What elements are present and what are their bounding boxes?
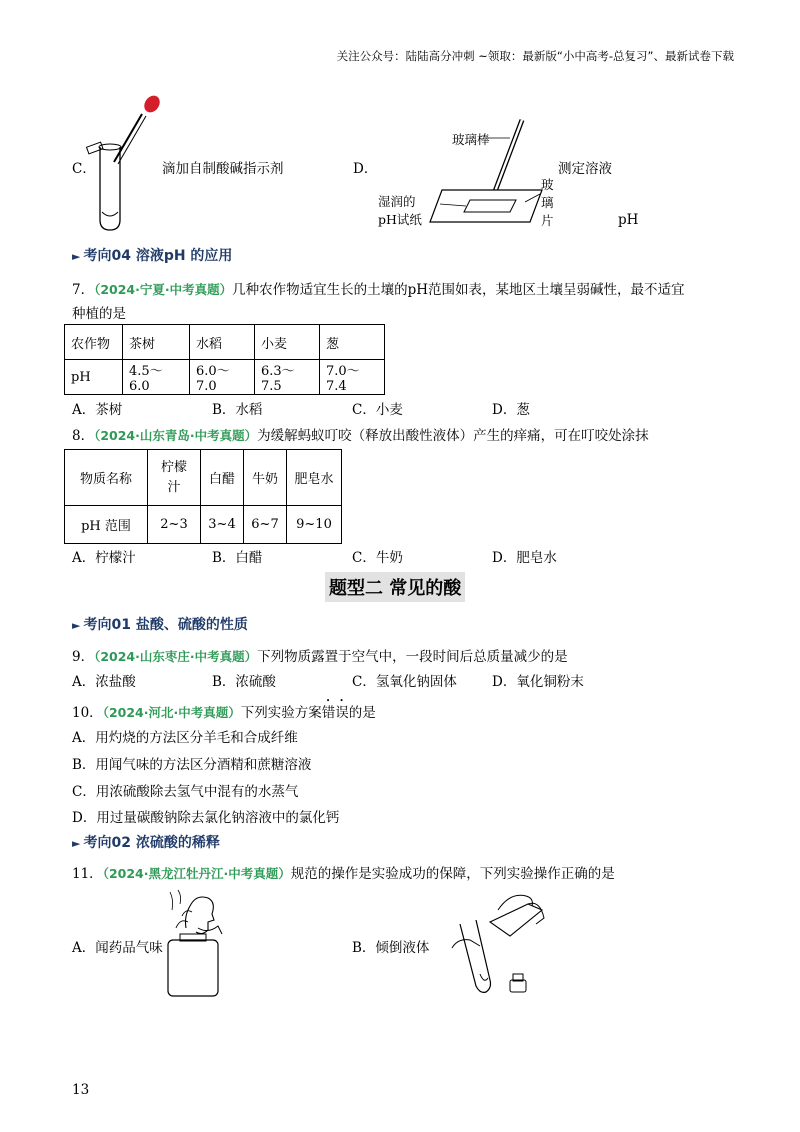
cell xyxy=(148,450,201,506)
q10-line1: 10．（2024·河北·中考真题）下列实验方案错误的是 xyxy=(72,705,376,721)
cell-text: 柠檬 xyxy=(160,459,187,475)
option-d-letter: D． xyxy=(353,161,378,177)
cell: 3~4 xyxy=(201,506,244,544)
cell: 物质名称 xyxy=(65,450,148,506)
q11-line1: 11．（2024·黑龙江牡丹江·中考真题）规范的操作是实验成功的保障，下列实验操作正确的是 xyxy=(72,866,615,882)
pouring-liquid-illustration xyxy=(440,888,560,1000)
cell-text: 汁 xyxy=(167,479,181,495)
q9-option-d: D．氧化铜粉末 xyxy=(492,674,584,690)
label-ph-paper: pH试纸 xyxy=(378,212,422,227)
cell: 农作物 xyxy=(65,325,123,360)
section-k01: ► 考向01 盐酸、硫酸的性质 xyxy=(72,617,248,633)
cell: 7.0～7.4 xyxy=(320,360,385,395)
q9-option-a: A．浓盐酸 xyxy=(72,674,136,690)
q11-option-a: A．闻药品气味 xyxy=(72,940,163,956)
q10-option-b: B．用闻气味的方法区分酒精和蔗糖溶液 xyxy=(72,757,312,773)
page-number: 13 xyxy=(72,1082,90,1098)
cell: 水稻 xyxy=(190,325,255,360)
section-k04: ► 考向04 溶液pH 的应用 xyxy=(72,248,233,264)
q7-line2: 种植的是 xyxy=(72,306,126,322)
cell: 6.0～7.0 xyxy=(190,360,255,395)
smelling-chemical-illustration xyxy=(150,888,230,1000)
q10-option-a: A．用灼烧的方法区分羊毛和合成纤维 xyxy=(72,730,298,746)
q8-option-a: A．柠檬汁 xyxy=(72,550,136,566)
label-wet: 湿润的 xyxy=(378,194,416,209)
q8-option-d: D．肥皂水 xyxy=(492,550,557,566)
cell: 葱 xyxy=(320,325,385,360)
page-header: 关注公众号：陆陆高分冲刺 ~领取：最新版“小中高考-总复习”、最新试卷下载 xyxy=(336,49,734,63)
q7-option-b: B．水稻 xyxy=(212,402,263,418)
q10-option-d: D．用过量碳酸钠除去氯化钠溶液中的氯化钙 xyxy=(72,810,340,826)
cell: 白醋 xyxy=(201,450,244,506)
cell: pH 范围 xyxy=(65,506,148,544)
q7-table xyxy=(64,324,385,395)
label-glass-1: 玻 xyxy=(541,177,554,192)
cell: 小麦 xyxy=(255,325,320,360)
q7-option-a: A．茶树 xyxy=(72,402,123,418)
dropper-test-tube-illustration xyxy=(90,92,170,232)
cell: 9~10 xyxy=(287,506,342,544)
q7-line1: 7．（2024·宁夏·中考真题）几种农作物适宜生长的土壤的pH范围如表，某地区土壤呈弱碱性，最不适宜 xyxy=(72,282,685,298)
cell: 牛奶 xyxy=(244,450,287,506)
q8-line1: 8．（2024·山东青岛·中考真题）为缓解蚂蚁叮咬（释放出酸性液体）产生的痒痛，可在叮咬处涂抹 xyxy=(72,428,649,444)
cell: 2~3 xyxy=(148,506,201,544)
label-glass-2: 璃 xyxy=(541,195,554,210)
option-d-text: 测定溶液 xyxy=(558,161,612,177)
q7-option-d: D．葱 xyxy=(492,402,530,418)
cell: pH xyxy=(65,360,123,395)
cell: 6~7 xyxy=(244,506,287,544)
option-d-tail: pH xyxy=(618,212,639,228)
cell: 4.5～6.0 xyxy=(123,360,190,395)
q8-option-c: C．牛奶 xyxy=(352,550,403,566)
label-glass-rod: 玻璃棒 xyxy=(452,132,490,147)
q10-option-c: C．用浓硫酸除去氢气中混有的水蒸气 xyxy=(72,784,299,800)
q8-option-b: B．白醋 xyxy=(212,550,263,566)
q9-option-b: B．浓硫酸 xyxy=(212,674,276,690)
q7-option-c: C．小麦 xyxy=(352,402,403,418)
q9-line1: 9．（2024·山东枣庄·中考真题）下列物质露置于空气中，一段时间后总质量减少的是 xyxy=(72,649,568,665)
q11-option-b: B．倾倒液体 xyxy=(352,940,430,956)
emphasis-wrong: 错误 xyxy=(321,705,349,721)
section-k02: ► 考向02 浓硫酸的稀释 xyxy=(72,835,220,851)
label-glass-3: 片 xyxy=(541,213,554,228)
cell: 茶树 xyxy=(123,325,190,360)
section-title: 题型二 常见的酸 xyxy=(325,572,465,602)
option-c-letter: C． xyxy=(72,161,96,177)
option-c-text: 滴加自制酸碱指示剂 xyxy=(162,161,284,177)
cell: 肥皂水 xyxy=(287,450,342,506)
cell: 6.3～7.5 xyxy=(255,360,320,395)
q8-table xyxy=(64,449,342,544)
q9-option-c: C．氢氧化钠固体 xyxy=(352,674,457,690)
